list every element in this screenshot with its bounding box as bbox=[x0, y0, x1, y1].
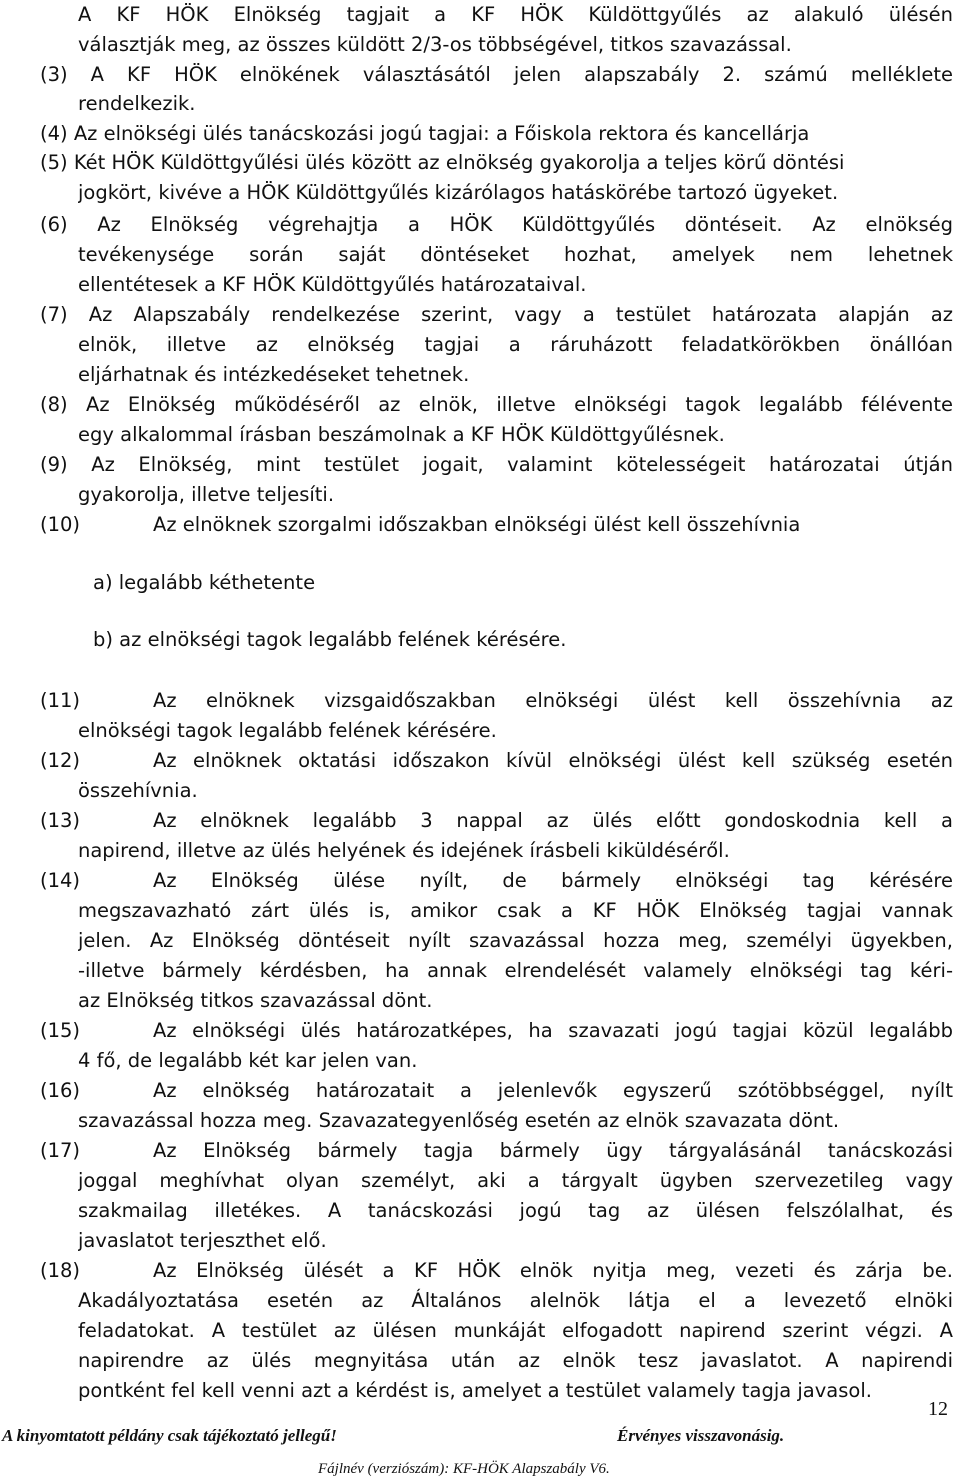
paragraph-number: (16) bbox=[40, 1079, 81, 1102]
text-line: Az elnöknek vizsgaidőszakban elnökségi ülést kell összehívnia az bbox=[153, 689, 953, 712]
text-line: Az elnöknek legalább 3 nappal az ülés előtt gondoskodnia kell a bbox=[153, 809, 953, 832]
text-line: napirendre az ülés megnyitása után az elnök tesz javaslatot. A napirendi bbox=[78, 1349, 953, 1372]
paragraph-number: (10) bbox=[40, 513, 81, 536]
text-line: összehívnia. bbox=[78, 779, 198, 802]
page-number: 12 bbox=[928, 1398, 948, 1420]
text-line: megszavazható zárt ülés is, amikor csak a KF HÖK Elnökség tagjai vannak bbox=[78, 899, 953, 922]
text-line: Az Elnökség bármely tagja bármely ügy tárgyalásánál tanácskozási bbox=[153, 1139, 953, 1162]
text-line: (7) Az Alapszabály rendelkezése szerint, vagy a testület határozata alapján az bbox=[40, 303, 953, 326]
text-line: joggal meghívhat olyan személyt, aki a tárgyalt ügyben szervezetileg vagy bbox=[78, 1169, 953, 1192]
text-line: Az Elnökség ülését a KF HÖK elnök nyitja meg, vezeti és zárja be. bbox=[153, 1259, 953, 1282]
text-line: tevékenysége során saját döntéseket hozhat, amelyek nem lehetnek bbox=[78, 243, 953, 266]
paragraph-number: (13) bbox=[40, 809, 81, 832]
text-line: Akadályoztatása esetén az Általános alelnök látja el a levezető elnöki bbox=[78, 1289, 953, 1312]
text-line: (5) Két HÖK Küldöttgyűlési ülés között az elnökség gyakorolja a teljes körű döntési bbox=[40, 151, 845, 174]
text-line: Az elnökség határozatait a jelenlevők egyszerű szótöbbséggel, nyílt bbox=[153, 1079, 953, 1102]
text-line: eljárhatnak és intézkedéseket tehetnek. bbox=[78, 363, 470, 386]
text-line: elnök, illetve az elnökség tagjai a ráruházott feladatkörökben önállóan bbox=[78, 333, 953, 356]
text-line: -illetve bármely kérdésben, ha annak elrendelését valamely elnökségi tag kéri- bbox=[78, 959, 953, 982]
text-line: ellentétesek a KF HÖK Küldöttgyűlés határozataival. bbox=[78, 273, 587, 296]
text-line: napirend, illetve az ülés helyének és idejének írásbeli kiküldéséről. bbox=[78, 839, 730, 862]
paragraph-number: (14) bbox=[40, 869, 81, 892]
text-line: szavazással hozza meg. Szavazategyenlőség esetén az elnök szavazata dönt. bbox=[78, 1109, 840, 1132]
text-line: feladatokat. A testület az ülésen munkáját elfogadott napirend szerint végzi. A bbox=[78, 1319, 953, 1342]
text-line: Az Elnökség ülése nyílt, de bármely elnökségi tag kérésére bbox=[153, 869, 953, 892]
text-line: gyakorolja, illetve teljesíti. bbox=[78, 483, 335, 506]
paragraph-number: (12) bbox=[40, 749, 81, 772]
text-line: (8) Az Elnökség működéséről az elnök, illetve elnökségi tagok legalább félévente bbox=[40, 393, 953, 416]
text-line: A KF HÖK Elnökség tagjait a KF HÖK Küldöttgyűlés az alakuló ülésén bbox=[78, 3, 953, 26]
text-line: rendelkezik. bbox=[78, 92, 196, 115]
text-line: jogkört, kivéve a HÖK Küldöttgyűlés kizárólagos hatáskörébe tartozó ügyeket. bbox=[78, 181, 839, 204]
text-line: jelen. Az Elnökség döntéseit nyílt szavazással hozza meg, személyi ügyekben, bbox=[78, 929, 953, 952]
text-line: elnökségi tagok legalább felének kérésére. bbox=[78, 719, 497, 742]
text-line: Az elnökségi ülés határozatképes, ha szavazati jogú tagjai közül legalább bbox=[153, 1019, 953, 1042]
text-line: (3) A KF HÖK elnökének választásától jelen alapszabály 2. számú melléklete bbox=[40, 63, 953, 86]
paragraph-number: (11) bbox=[40, 689, 81, 712]
text-line: szakmailag illetékes. A tanácskozási jogú tag az ülésen felszólalhat, és bbox=[78, 1199, 953, 1222]
text-line: (9) Az Elnökség, mint testület jogait, valamint kötelességeit határozatai útján bbox=[40, 453, 953, 476]
list-item: b) az elnökségi tagok legalább felének kérésére. bbox=[93, 628, 567, 651]
text-line: (6) Az Elnökség végrehajtja a HÖK Küldöttgyűlés döntéseit. Az elnökség bbox=[40, 213, 953, 236]
text-line: 4 fő, de legalább két kar jelen van. bbox=[78, 1049, 418, 1072]
list-item: a) legalább kéthetente bbox=[93, 571, 316, 594]
text-line: javaslatot terjeszthet elő. bbox=[78, 1229, 327, 1252]
text-line: Az elnöknek szorgalmi időszakban elnökségi ülést kell összehívnia bbox=[153, 513, 801, 536]
text-line: Az elnöknek oktatási időszakon kívül elnökségi ülést kell szükség esetén bbox=[153, 749, 953, 772]
text-line: egy alkalommal írásban beszámolnak a KF HÖK Küldöttgyűlésnek. bbox=[78, 423, 725, 446]
footer-disclaimer: A kinyomtatott példány csak tájékoztató jellegű! bbox=[2, 1426, 337, 1445]
text-line: (4) Az elnökségi ülés tanácskozási jogú tagjai: a Főiskola rektora és kancellárja bbox=[40, 122, 810, 145]
footer-filename: Fájlnév (verziószám): KF-HÖK Alapszabály V6. bbox=[318, 1461, 610, 1477]
text-line: pontként fel kell venni azt a kérdést is, amelyet a testület valamely tagja javasol. bbox=[78, 1379, 872, 1402]
paragraph-number: (18) bbox=[40, 1259, 81, 1282]
text-line: az Elnökség titkos szavazással dönt. bbox=[78, 989, 433, 1012]
paragraph-number: (17) bbox=[40, 1139, 81, 1162]
footer-validity: Érvényes visszavonásig. bbox=[617, 1426, 785, 1445]
text-line: választják meg, az összes küldött 2/3-os többségével, titkos szavazással. bbox=[78, 33, 792, 56]
paragraph-number: (15) bbox=[40, 1019, 81, 1042]
